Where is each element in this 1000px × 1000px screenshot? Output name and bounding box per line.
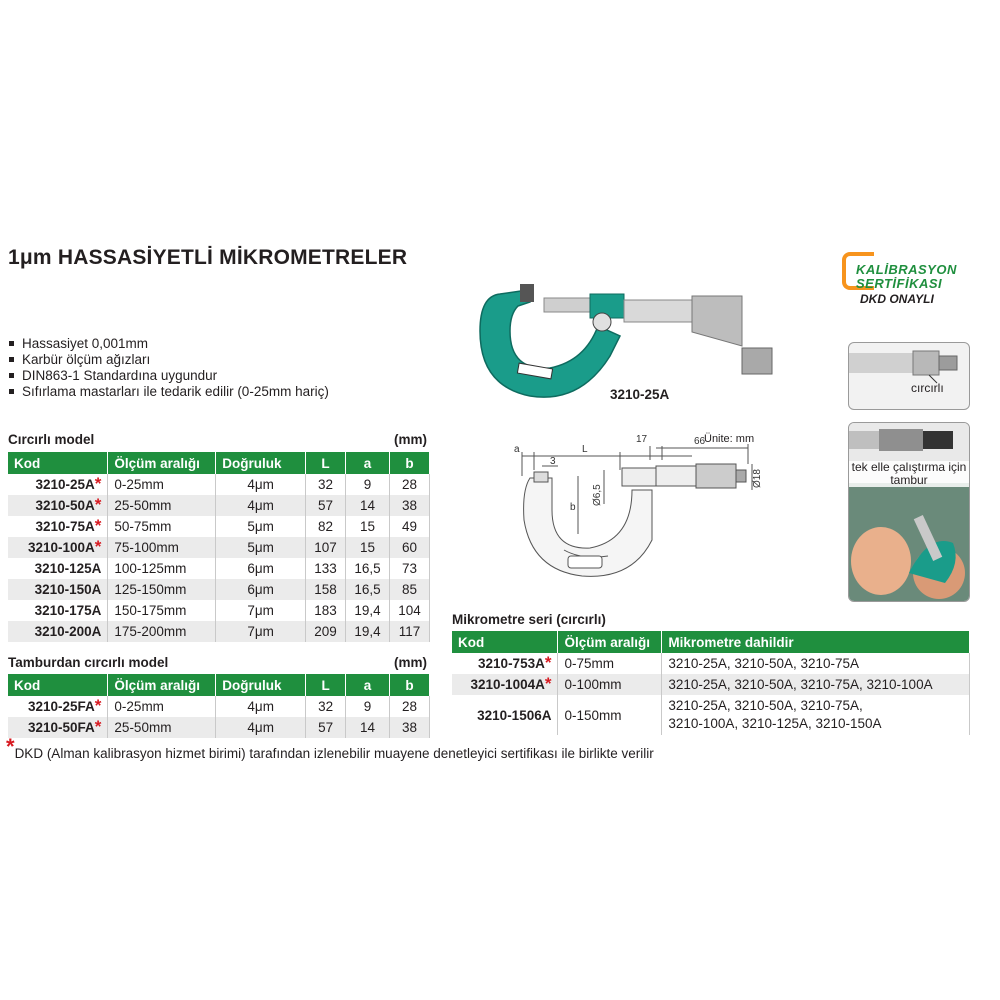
- cell-code: 3210-25A*: [8, 474, 108, 495]
- table1-unit: (mm): [394, 432, 427, 447]
- ratchet-model-table: [8, 452, 430, 642]
- thimble-model-table: [8, 674, 430, 738]
- drawing-unit: Ünite: mm: [704, 433, 755, 445]
- table-row: [8, 600, 430, 621]
- table-row: [8, 696, 430, 717]
- cell-a: 15: [346, 516, 390, 537]
- table-row: [8, 516, 430, 537]
- cell-accuracy: 4μm: [216, 717, 306, 738]
- thimble-label: tek elle çalıştırma için tambur: [849, 461, 969, 487]
- dim-dia65: Ø6,5: [592, 484, 603, 506]
- cell-included: 3210-25A, 3210-50A, 3210-75A: [662, 653, 970, 674]
- page-title: 1μm HASSASİYETLİ MİKROMETRELER: [8, 246, 408, 269]
- cell-accuracy: 6μm: [216, 579, 306, 600]
- feature-item: Sıfırlama mastarları ile tedarik edilir (0-25mm hariç): [8, 384, 329, 400]
- dim-17: 17: [636, 434, 648, 445]
- feature-item: Karbür ölçüm ağızları: [8, 352, 329, 368]
- cell-accuracy: 5μm: [216, 516, 306, 537]
- cell-a: 14: [346, 717, 390, 738]
- calibration-badge: [840, 250, 988, 306]
- cell-a: 19,4: [346, 600, 390, 621]
- table-header-row: [8, 674, 430, 696]
- col-included: Mikrometre dahildir: [662, 631, 970, 653]
- col-range: Ölçüm aralığı: [558, 631, 662, 653]
- cell-code: 3210-75A*: [8, 516, 108, 537]
- thimble-illustration: [849, 423, 969, 601]
- table2-title: Tamburdan cırcırlı model: [8, 655, 169, 670]
- feature-item: DIN863-1 Standardına uygundur: [8, 368, 329, 384]
- table-header-row: [452, 631, 970, 653]
- bullet-icon: [9, 373, 14, 378]
- bullet-icon: [9, 389, 14, 394]
- col-b: b: [389, 452, 429, 474]
- cell-accuracy: 7μm: [216, 600, 306, 621]
- cell-accuracy: 4μm: [216, 474, 306, 495]
- cell-L: 82: [306, 516, 346, 537]
- ratchet-label: cırcırlı: [911, 381, 944, 395]
- micrometer-set-table: [452, 631, 970, 735]
- col-kod: Kod: [8, 674, 108, 696]
- table-row: [8, 579, 430, 600]
- cell-b: 60: [389, 537, 429, 558]
- cell-range: 50-75mm: [108, 516, 216, 537]
- col-L: L: [306, 452, 346, 474]
- cell-range: 0-25mm: [108, 474, 216, 495]
- bullet-icon: [9, 341, 14, 346]
- cell-range: 0-75mm: [558, 653, 662, 674]
- col-a: a: [346, 452, 390, 474]
- cell-L: 209: [306, 621, 346, 642]
- badge-line1: KALİBRASYON: [856, 262, 957, 277]
- cell-a: 9: [346, 696, 390, 717]
- table2-unit: (mm): [394, 655, 427, 670]
- dim-dia18: Ø18: [752, 469, 763, 488]
- cell-a: 14: [346, 495, 390, 516]
- table-row: [8, 495, 430, 516]
- cell-b: 104: [389, 600, 429, 621]
- table-row: [452, 695, 970, 735]
- table-row: [8, 717, 430, 738]
- cell-a: 16,5: [346, 579, 390, 600]
- ratchet-photo: [848, 342, 970, 410]
- cell-range: 0-100mm: [558, 674, 662, 695]
- dim-3: 3: [550, 456, 556, 467]
- sleeve-shape: [624, 300, 692, 322]
- cell-code: 3210-125A: [8, 558, 108, 579]
- cell-range: 25-50mm: [108, 717, 216, 738]
- anvil-shape: [520, 284, 534, 302]
- ratchet-shape: [742, 348, 772, 374]
- cell-b: 73: [389, 558, 429, 579]
- feature-item: Hassasiyet 0,001mm: [8, 336, 329, 352]
- cell-range: 100-125mm: [108, 558, 216, 579]
- cell-range: 75-100mm: [108, 537, 216, 558]
- table-row: [8, 537, 430, 558]
- thimble-photo: [848, 422, 970, 602]
- cell-included: 3210-25A, 3210-50A, 3210-75A, 3210-100A: [662, 674, 970, 695]
- cell-code: 3210-50FA*: [8, 717, 108, 738]
- cell-L: 32: [306, 474, 346, 495]
- cell-L: 158: [306, 579, 346, 600]
- table-row: [8, 474, 430, 495]
- cell-accuracy: 5μm: [216, 537, 306, 558]
- cell-included: 3210-25A, 3210-50A, 3210-75A, 3210-100A, 3210-125A, 3210-150A: [662, 695, 970, 735]
- cell-accuracy: 4μm: [216, 696, 306, 717]
- ratchet-illustration: [849, 343, 969, 409]
- cell-L: 57: [306, 495, 346, 516]
- cell-code: 3210-175A: [8, 600, 108, 621]
- cell-range: 0-150mm: [558, 695, 662, 735]
- cell-code: 3210-1506A: [452, 695, 558, 735]
- cell-L: 183: [306, 600, 346, 621]
- cell-code: 3210-100A*: [8, 537, 108, 558]
- cell-range: 0-25mm: [108, 696, 216, 717]
- col-kod: Kod: [8, 452, 108, 474]
- dim-a: a: [514, 444, 520, 455]
- cell-L: 32: [306, 696, 346, 717]
- dim-L: L: [582, 444, 588, 455]
- col-range: Ölçüm aralığı: [108, 674, 216, 696]
- footnote-text: DKD (Alman kalibrasyon hizmet birimi) tarafından izlenebilir muayene denetleyici sertifikası ile birlikte verilir: [14, 746, 654, 761]
- col-L: L: [306, 674, 346, 696]
- cell-accuracy: 4μm: [216, 495, 306, 516]
- cell-L: 57: [306, 717, 346, 738]
- cell-b: 117: [389, 621, 429, 642]
- cell-b: 28: [390, 696, 430, 717]
- cell-range: 25-50mm: [108, 495, 216, 516]
- table-row: [8, 621, 430, 642]
- cell-range: 150-175mm: [108, 600, 216, 621]
- cell-range: 175-200mm: [108, 621, 216, 642]
- cell-b: 38: [390, 717, 430, 738]
- cell-b: 49: [389, 516, 429, 537]
- col-accuracy: Doğruluk: [216, 452, 306, 474]
- cell-b: 85: [389, 579, 429, 600]
- feature-list: [8, 336, 329, 400]
- cell-code: 3210-150A: [8, 579, 108, 600]
- col-a: a: [346, 674, 390, 696]
- cell-range: 125-150mm: [108, 579, 216, 600]
- cell-b: 28: [389, 474, 429, 495]
- dim-66: 66: [694, 436, 706, 447]
- dim-b: b: [570, 502, 576, 513]
- cell-code: 3210-753A*: [452, 653, 558, 674]
- table3-title: Mikrometre seri (cırcırlı): [452, 612, 606, 627]
- bullet-icon: [9, 357, 14, 362]
- spindle-shape: [544, 298, 596, 312]
- technical-drawing: [512, 430, 764, 590]
- table-header-row: [8, 452, 430, 474]
- cell-code: 3210-200A: [8, 621, 108, 642]
- cell-accuracy: 7μm: [216, 621, 306, 642]
- cell-code: 3210-25FA*: [8, 696, 108, 717]
- cell-code: 3210-1004A*: [452, 674, 558, 695]
- cell-a: 19,4: [346, 621, 390, 642]
- lock-knob-shape: [593, 313, 611, 331]
- table-row: [452, 674, 970, 695]
- col-b: b: [390, 674, 430, 696]
- footnote: [6, 734, 654, 761]
- table-row: [452, 653, 970, 674]
- cell-a: 16,5: [346, 558, 390, 579]
- col-range: Ölçüm aralığı: [108, 452, 216, 474]
- cell-a: 15: [346, 537, 390, 558]
- table-row: [8, 558, 430, 579]
- cell-code: 3210-50A*: [8, 495, 108, 516]
- badge-line3: DKD ONAYLI: [860, 292, 934, 306]
- cell-L: 133: [306, 558, 346, 579]
- cell-L: 107: [306, 537, 346, 558]
- footnote-star: *: [6, 734, 15, 759]
- cell-accuracy: 6μm: [216, 558, 306, 579]
- thimble-shape: [692, 296, 742, 346]
- cell-a: 9: [346, 474, 390, 495]
- table1-title: Cırcırlı model: [8, 432, 95, 447]
- cell-b: 38: [389, 495, 429, 516]
- badge-line2: SERTİFİKASI: [856, 276, 943, 291]
- hero-label: 3210-25A: [610, 387, 670, 402]
- col-kod: Kod: [452, 631, 558, 653]
- col-accuracy: Doğruluk: [216, 674, 306, 696]
